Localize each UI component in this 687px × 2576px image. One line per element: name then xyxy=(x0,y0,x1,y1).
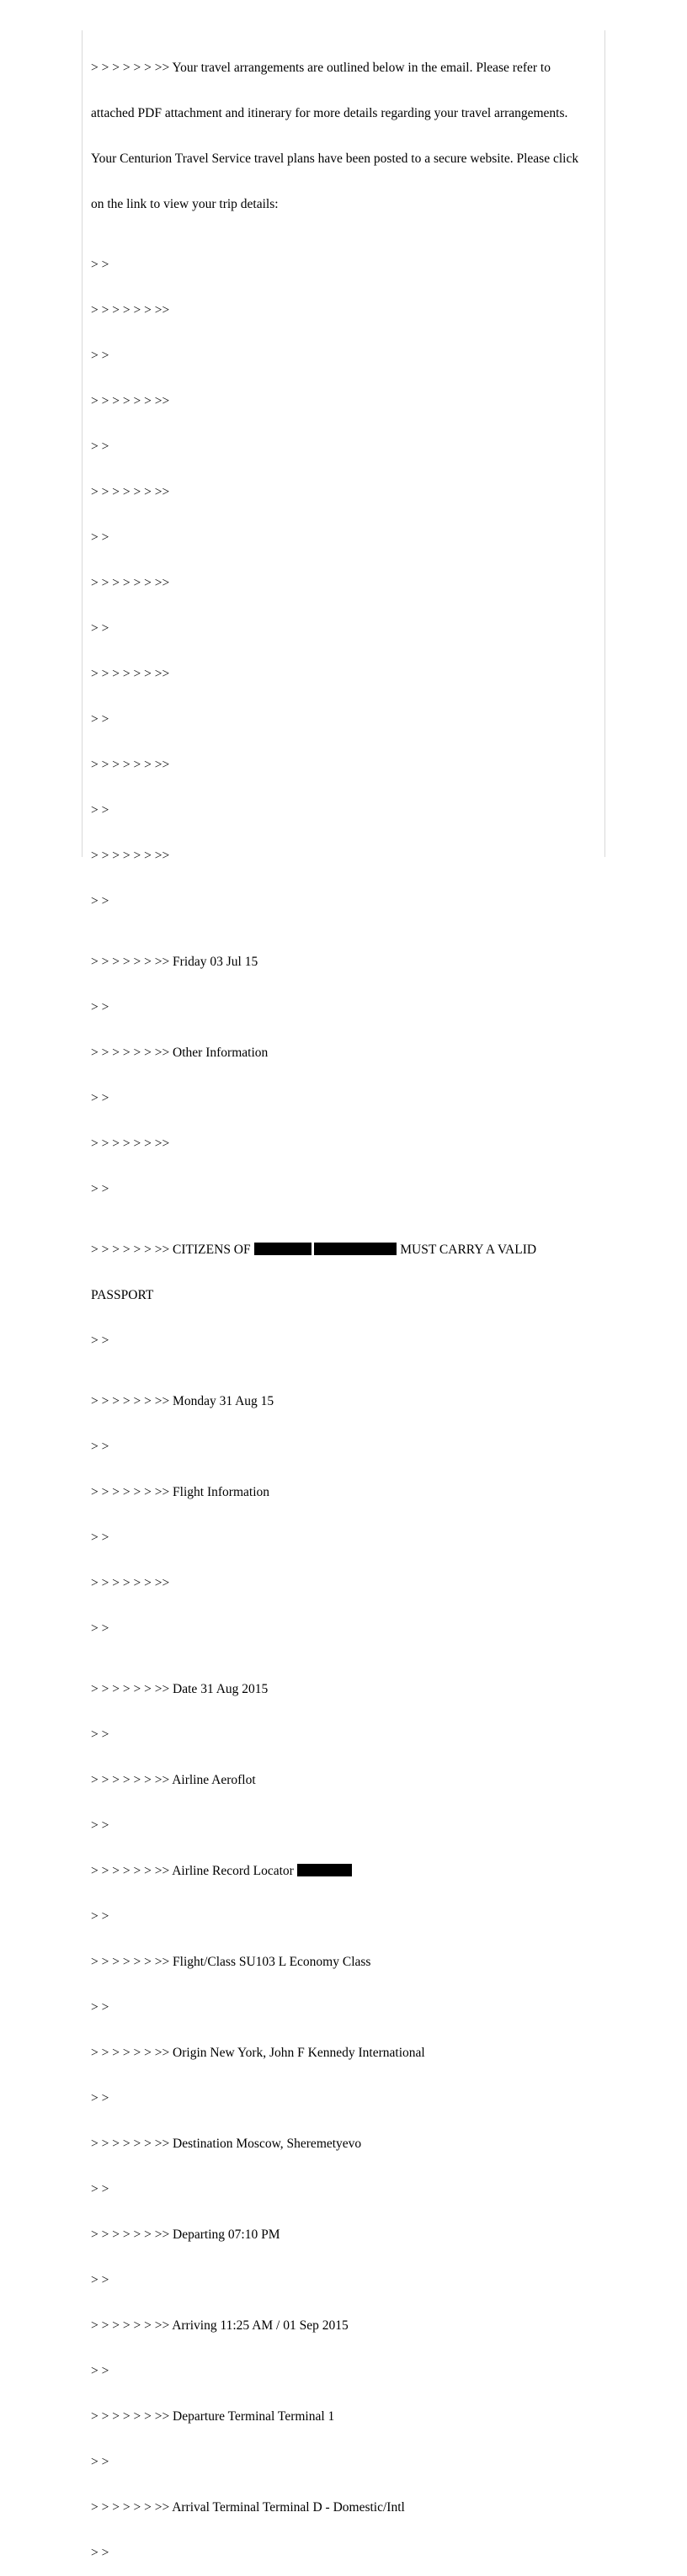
quote-marker: > > > > > > >> xyxy=(91,303,170,317)
quote-marker: > > xyxy=(91,1000,109,1014)
redaction-box xyxy=(254,1243,312,1255)
record-locator-label: > > > > > > >> Airline Record Locator xyxy=(91,1864,297,1878)
flight-departing: > > > > > > >> Departing 07:10 PM xyxy=(91,2227,280,2242)
date-heading: > > > > > > >> Monday 31 Aug 15 xyxy=(91,1394,274,1408)
citizens-prefix: > > > > > > >> CITIZENS OF xyxy=(91,1243,254,1257)
quote-marker: > > xyxy=(91,258,109,272)
section-heading: > > > > > > >> Flight Information xyxy=(91,1485,270,1499)
quote-marker: > > > > > > >> xyxy=(91,849,170,863)
citizens-suffix: MUST CARRY A VALID xyxy=(397,1243,537,1257)
quote-marker: > > > > > > >> xyxy=(91,576,170,590)
quote-marker: > > > > > > >> xyxy=(91,1576,170,1590)
quote-marker: > > xyxy=(91,1333,109,1348)
departure-terminal: > > > > > > >> Departure Terminal Terminal 1 xyxy=(91,2409,335,2424)
quote-marker: > > xyxy=(91,439,109,454)
quote-marker: > > xyxy=(91,1909,109,1924)
quote-marker: > > xyxy=(91,2455,109,2469)
arrival-terminal: > > > > > > >> Arrival Terminal Terminal D - Domestic/Intl xyxy=(91,2500,405,2515)
quote-marker: > > xyxy=(91,1182,109,1196)
email-body xyxy=(91,30,599,2576)
quote-marker: > > > > > > >> xyxy=(91,394,170,408)
redaction-box xyxy=(297,1864,352,1876)
quote-marker: > > xyxy=(91,1727,109,1742)
quote-marker: > > > > > > >> xyxy=(91,485,170,499)
quote-marker: > > > > > > >> xyxy=(91,758,170,772)
citizens-line xyxy=(91,1243,599,1258)
quote-marker: > > xyxy=(91,2273,109,2287)
intro-line: on the link to view your trip details: xyxy=(91,197,279,211)
intro-line: Your Centurion Travel Service travel plans have been posted to a secure website. Please click xyxy=(91,152,579,166)
record-locator-line xyxy=(91,1864,599,1879)
quote-marker: > > xyxy=(91,1621,109,1636)
quote-marker: > > xyxy=(91,1091,109,1105)
quote-marker: > > xyxy=(91,2182,109,2196)
citizens-continuation: PASSPORT xyxy=(91,1288,154,1302)
quote-marker: > > xyxy=(91,2091,109,2105)
flight-date: > > > > > > >> Date 31 Aug 2015 xyxy=(91,1682,269,1696)
intro-line: attached PDF attachment and itinerary for more details regarding your travel arrangements. xyxy=(91,106,568,120)
quote-marker: > > xyxy=(91,2364,109,2378)
quote-marker: > > xyxy=(91,530,109,545)
quote-marker: > > xyxy=(91,894,109,908)
quote-marker: > > xyxy=(91,621,109,636)
flight-arriving: > > > > > > >> Arriving 11:25 AM / 01 Sep 2015 xyxy=(91,2318,349,2333)
quote-marker: > > xyxy=(91,2546,109,2560)
quote-marker: > > xyxy=(91,712,109,726)
section-heading: > > > > > > >> Other Information xyxy=(91,1046,269,1060)
date-heading: > > > > > > >> Friday 03 Jul 15 xyxy=(91,955,258,969)
quote-marker: > > xyxy=(91,1440,109,1454)
flight-class: > > > > > > >> Flight/Class SU103 L Economy Class xyxy=(91,1955,371,1969)
flight-origin: > > > > > > >> Origin New York, John F Kennedy International xyxy=(91,2046,425,2060)
flight-airline: > > > > > > >> Airline Aeroflot xyxy=(91,1773,256,1787)
quote-marker: > > > > > > >> xyxy=(91,1136,170,1151)
quote-marker: > > xyxy=(91,803,109,817)
quote-marker: > > xyxy=(91,1818,109,1833)
flight-destination: > > > > > > >> Destination Moscow, Sheremetyevo xyxy=(91,2137,362,2151)
quote-marker: > > > > > > >> xyxy=(91,667,170,681)
quote-marker: > > xyxy=(91,2000,109,2014)
redaction-box xyxy=(314,1243,397,1255)
quote-marker: > > xyxy=(91,349,109,363)
intro-line: > > > > > > >> Your travel arrangements are outlined below in the email. Please refer to xyxy=(91,61,551,75)
quote-marker: > > xyxy=(91,1530,109,1545)
